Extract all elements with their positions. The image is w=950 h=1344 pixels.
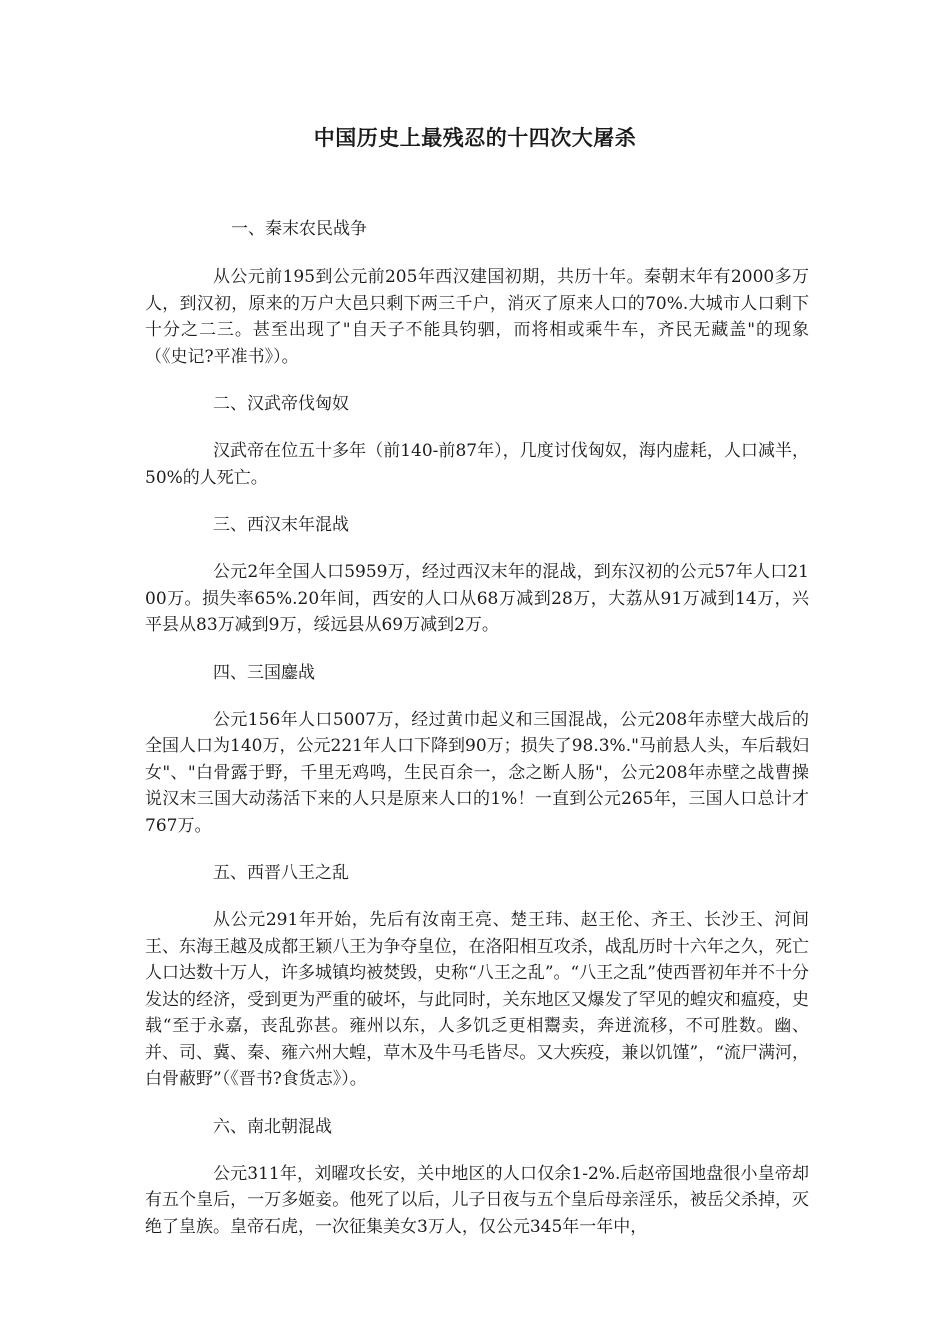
section-heading-2: 二、汉武帝伐匈奴 (213, 394, 349, 414)
section-body-3: 公元2年全国人口5959万，经过西汉末年的混战，到东汉初的公元57年人口2100万。损失率65%.20年间，西安的人口从68万减到28万，大荔从91万减到14万，兴平县从83万减到9万，绥远县从69万减到2万。 (145, 562, 809, 635)
section-body-1: 从公元前195到公元前205年西汉建国初期，共历十年。秦朝末年有2000多万人，到汉初，原来的万户大邑只剩下两三千户，消灭了原来人口的70%.大城市人口剩下十分之二三。甚至出现了"自天子不能具钧驷，而将相或乘牛车，齐民无藏盖"的现象（《史记?平准书》）。 (145, 267, 809, 367)
section-heading-6: 六、南北朝混战 (213, 1116, 332, 1137)
section-body-5: 从公元291年开始，先后有汝南王亮、楚王玮、赵王伦、齐王、长沙王、河间王、东海王越及成都王颖八王为争夺皇位，在洛阳相互攻杀，战乱历时十六年之久，死亡人口达数十万人，许多城镇均被焚毁，史称“八王之乱”。“八王之乱”使西晋初年并不十分发达的经济，受到更为严重的破坏，与此同时，关东地区又爆发了罕见的蝗灾和瘟疫，史载“至于永嘉，丧乱弥甚。雍州以东，人多饥乏更相鬻卖，奔迸流移，不可胜数。幽、并、司、冀、秦、雍六州大蝗，草木及牛马毛皆尽。又大疾疫，兼以饥馑”，“流尸满河，白骨蔽野”（《晋书?食货志》）。 (145, 910, 809, 1089)
section-heading-3: 三、西汉末年混战 (213, 515, 349, 535)
section-body-2: 汉武帝在位五十多年（前140-前87年），几度讨伐匈奴，海内虚耗，人口减半，50%的人死亡。 (145, 441, 809, 488)
section-body-4: 公元156年人口5007万，经过黄巾起义和三国混战，公元208年赤壁大战后的全国人口为140万，公元221年人口下降到90万；损失了98.3%."马前悬人头，车后载妇女"、"白骨露于野，千里无鸡鸣，生民百余一，念之断人肠"，公元208年赤壁之战曹操说汉末三国大动荡活下来的人只是原来人口的1%！一直到公元265年，三国人口总计才767万。 (145, 709, 809, 836)
section-heading-4: 四、三国鏖战 (213, 662, 315, 683)
section-heading-5: 五、西晋八王之乱 (213, 863, 349, 883)
page-title: 中国历史上最残忍的十四次大屠杀 (313, 125, 637, 150)
section-body-6: 公元311年，刘曜攻长安，关中地区的人口仅余1-2%.后赵帝国地盘很小皇帝却有五个皇后，一万多姬妾。他死了以后，儿子日夜与五个皇后母亲淫乐，被岳父杀掉，灭绝了皇族。皇帝石虎，一次征集美女3万人，仅公元345年一年中， (145, 1163, 809, 1237)
section-heading-1: 一、秦末农民战争 (231, 219, 367, 239)
document-body (145, 216, 809, 1261)
